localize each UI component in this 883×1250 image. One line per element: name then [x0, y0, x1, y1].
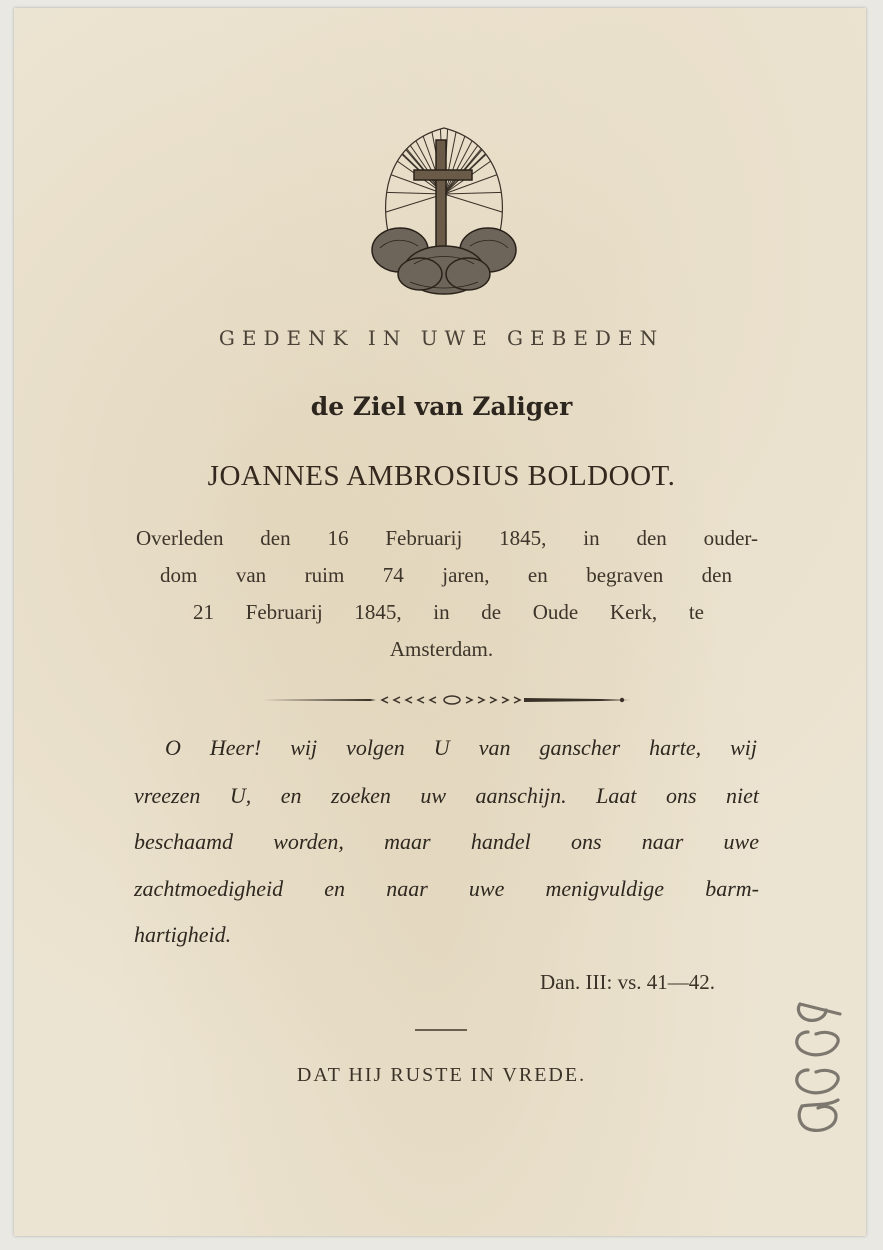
prayer-line: zachtmoedigheid en naar uwe menigvuldige barm- [134, 876, 759, 901]
prayer-line: O Heer! wij volgen U van ganscher harte, wij [165, 735, 757, 760]
handwritten-number [782, 998, 852, 1138]
prayer-line: vreezen U, en zoeken uw aanschijn. Laat ons niet [134, 783, 759, 808]
closing-line: DAT HIJ RUSTE IN VREDE. [296, 1064, 587, 1086]
details-line: 21 Februarij 1845, in de Oude Kerk, te [193, 600, 704, 624]
details-line: Amsterdam. [389, 637, 494, 661]
subtitle: de Ziel van Zaliger [310, 392, 573, 421]
ornamental-divider-icon [260, 692, 640, 708]
details-line: Overleden den 16 Februarij 1845, in den ouder- [136, 526, 758, 550]
prayer-line: hartigheid. [134, 922, 232, 947]
intro-heading: GEDENK IN UWE GEBEDEN [218, 326, 665, 350]
details-line: dom van ruim 74 jaren, en begraven den [160, 563, 732, 587]
bible-citation: Dan. III: vs. 41—42. [540, 970, 715, 994]
prayer-line: beschaamd worden, maar handel ons naar uwe [134, 829, 759, 854]
deceased-name: JOANNES AMBROSIUS BOLDOOT. [207, 460, 676, 492]
short-rule-divider [415, 1029, 467, 1031]
cross-emblem-icon [370, 122, 518, 300]
